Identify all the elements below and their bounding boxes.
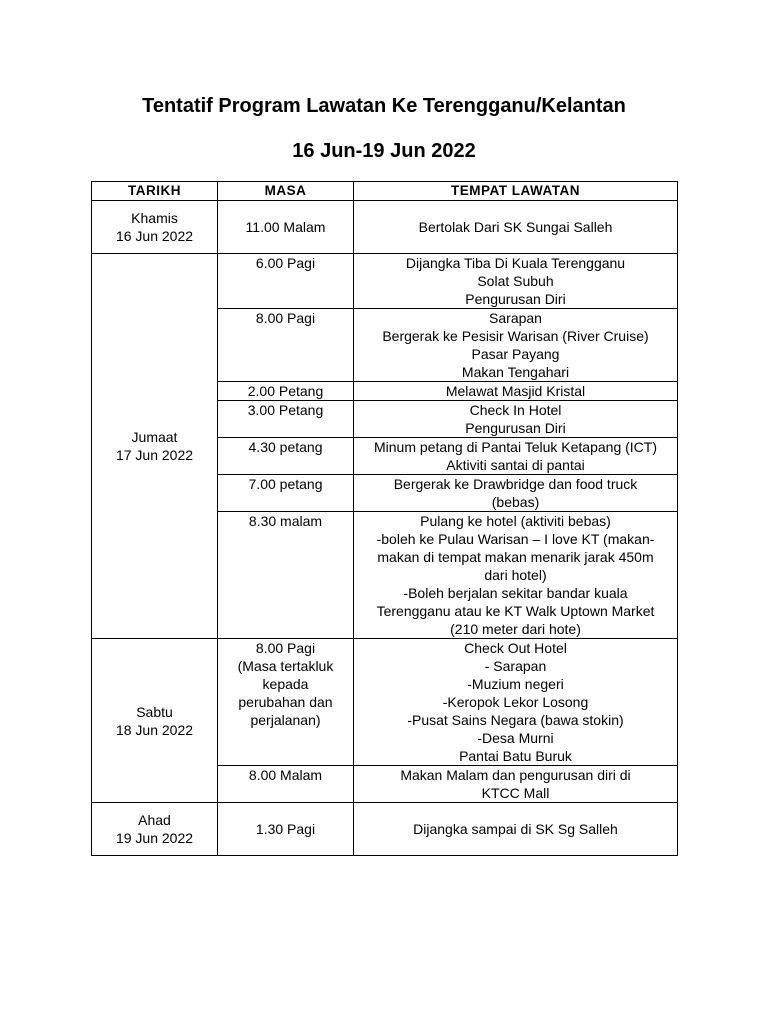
time-cell	[218, 512, 354, 639]
time-cell	[218, 401, 354, 438]
day-date: 16 Jun 2022	[115, 228, 194, 244]
activity-text: Makan Malam dan pengurusan diri di	[400, 767, 631, 783]
header-masa: MASA	[218, 182, 354, 201]
activity-cell	[354, 475, 678, 512]
header-tempat-lawatan: TEMPAT LAWATAN	[354, 182, 678, 201]
time-text: perjalanan)	[250, 712, 321, 728]
time-cell	[218, 766, 354, 803]
day-name: Ahad	[138, 812, 171, 828]
activity-text: Dijangka Tiba Di Kuala Terengganu	[405, 255, 626, 271]
day-date: 17 Jun 2022	[115, 447, 194, 463]
activity-text: -boleh ke Pulau Warisan – I love KT (makan-	[376, 531, 655, 547]
time-text: 1.30 Pagi	[255, 821, 316, 837]
time-text: kepada	[262, 676, 309, 692]
time-text: 8.00 Malam	[248, 767, 323, 783]
table-row	[92, 201, 678, 254]
time-text: 3.00 Petang	[247, 402, 324, 418]
activity-text: Melawat Masjid Kristal	[445, 383, 586, 399]
date-cell	[92, 803, 218, 856]
activity-text: Solat Subuh	[477, 273, 554, 289]
activity-cell	[354, 382, 678, 401]
activity-text: -Desa Murni	[477, 730, 554, 746]
time-text: 7.00 petang	[248, 476, 323, 492]
activity-text: Bergerak ke Pesisir Warisan (River Cruise)	[382, 328, 649, 344]
activity-cell	[354, 254, 678, 309]
time-cell	[218, 309, 354, 382]
time-text: (Masa tertakluk	[237, 658, 334, 674]
activity-text: makan di tempat makan menarik jarak 450m	[377, 549, 654, 565]
time-text: 8.30 malam	[248, 513, 323, 529]
activity-cell	[354, 401, 678, 438]
time-cell	[218, 803, 354, 856]
activity-text: -Boleh berjalan sekitar bandar kuala	[403, 585, 628, 601]
time-text: 6.00 Pagi	[255, 255, 316, 271]
day-name: Khamis	[131, 210, 178, 226]
activity-text: Pulang ke hotel (aktiviti bebas)	[420, 513, 611, 529]
date-cell	[92, 201, 218, 254]
time-text: perubahan dan	[238, 694, 333, 710]
time-text: 11.00 Malam	[245, 219, 326, 235]
time-text: 4.30 petang	[248, 439, 323, 455]
activity-text: Bergerak ke Drawbridge dan food truck	[393, 476, 638, 492]
activity-cell	[354, 438, 678, 475]
activity-cell	[354, 803, 678, 856]
time-cell	[218, 438, 354, 475]
activity-text: (210 meter dari hote)	[450, 621, 581, 637]
activity-text: Pantai Batu Buruk	[459, 748, 572, 764]
date-cell	[92, 254, 218, 639]
activity-text: Check In Hotel	[469, 402, 562, 418]
activity-text: Makan Tengahari	[461, 364, 570, 380]
day-date: 18 Jun 2022	[115, 721, 194, 738]
activity-text: KTCC Mall	[481, 785, 550, 801]
time-cell	[218, 382, 354, 401]
activity-text: (bebas)	[491, 494, 540, 510]
schedule-body	[92, 201, 678, 856]
document-title: Tentatif Program Lawatan Ke Terengganu/Kelantan	[142, 95, 626, 117]
activity-text: Pengurusan Diri	[465, 291, 566, 307]
day-name: Sabtu	[136, 703, 173, 720]
time-text: 8.00 Pagi	[255, 310, 316, 326]
schedule-table	[91, 181, 678, 856]
activity-cell	[354, 639, 678, 766]
table-row	[92, 803, 678, 856]
time-cell	[218, 254, 354, 309]
time-cell	[218, 201, 354, 254]
activity-text: dari hotel)	[484, 567, 547, 583]
activity-text: - Sarapan	[484, 658, 547, 674]
table-header-row	[92, 182, 678, 201]
activity-text: Pengurusan Diri	[465, 420, 566, 436]
activity-text: Sarapan	[489, 310, 542, 326]
date-cell	[92, 639, 218, 803]
document-subtitle: 16 Jun-19 Jun 2022	[292, 140, 476, 162]
activity-cell	[354, 309, 678, 382]
activity-text: Aktiviti santai di pantai	[446, 457, 585, 473]
time-text: 8.00 Pagi	[255, 640, 316, 656]
activity-cell	[354, 766, 678, 803]
activity-text: Terengganu atau ke KT Walk Uptown Market	[376, 603, 655, 619]
activity-cell	[354, 512, 678, 639]
activity-text: -Pusat Sains Negara (bawa stokin)	[407, 712, 624, 728]
activity-text: -Muzium negeri	[467, 676, 564, 692]
activity-text: -Keropok Lekor Losong	[442, 694, 589, 710]
activity-text: Dijangka sampai di SK Sg Salleh	[413, 821, 618, 837]
activity-text: Minum petang di Pantai Teluk Ketapang (ICT)	[373, 439, 657, 455]
activity-text: Pasar Payang	[471, 346, 560, 362]
activity-text: Bertolak Dari SK Sungai Salleh	[418, 219, 613, 235]
activity-cell	[354, 201, 678, 254]
header-tarikh: TARIKH	[92, 182, 218, 201]
time-cell	[218, 475, 354, 512]
time-cell	[218, 639, 354, 766]
day-date: 19 Jun 2022	[115, 830, 194, 846]
table-row	[92, 639, 678, 766]
activity-text: Check Out Hotel	[464, 640, 567, 656]
day-name: Jumaat	[131, 429, 178, 445]
table-row	[92, 254, 678, 309]
time-text: 2.00 Petang	[247, 383, 324, 399]
